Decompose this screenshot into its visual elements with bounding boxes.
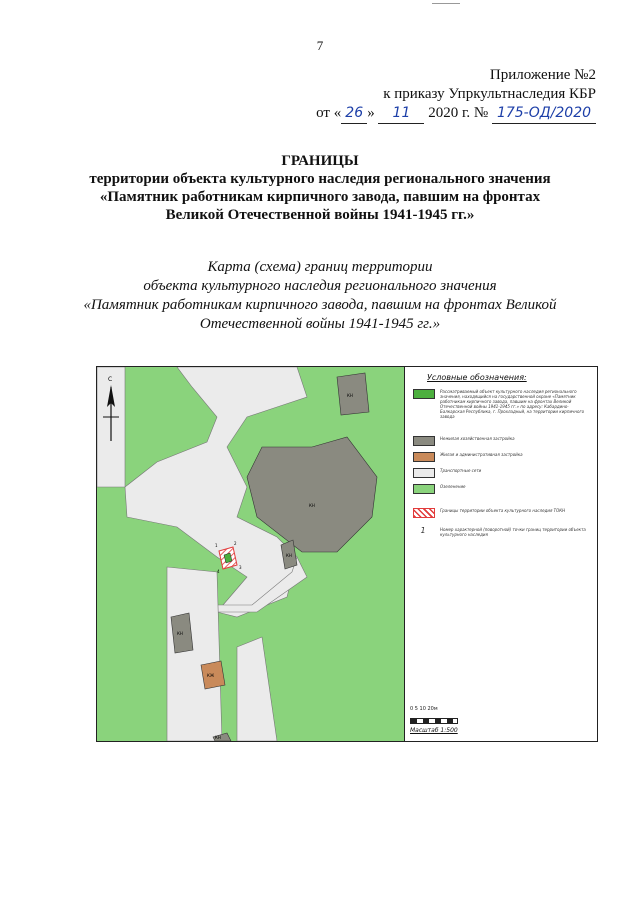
subtitle-line-2: объекта культурного наследия регионального значения <box>143 278 497 294</box>
date-year: 2020 г. № <box>428 105 489 121</box>
legend-swatch-object <box>413 389 435 399</box>
label-b4: КН <box>177 631 183 636</box>
document-title <box>0 152 640 224</box>
date-prefix: от « <box>316 105 342 121</box>
map-subtitle <box>0 258 640 334</box>
scale-caption: Масштаб 1:500 <box>410 727 458 734</box>
label-b1: КН <box>347 393 353 398</box>
legend-symbol-point-number: 1 <box>420 526 426 535</box>
legend-swatch-residential <box>413 452 435 462</box>
appendix-line-2: к приказу Упркультнаследия КБР <box>383 86 596 102</box>
label-b2: КН <box>309 503 315 508</box>
point-3: 3 <box>239 565 242 570</box>
label-b6: КЖ <box>207 673 215 678</box>
handwritten-order-number: 175-ОД/2020 <box>492 104 596 124</box>
title-line-4: Великой Отечественной войны 1941-1945 гг.» <box>165 207 475 223</box>
map-legend <box>404 367 598 741</box>
legend-text-point-number: Номер характерной (поворотной) точки границ территории объекта культурного наследия <box>440 527 586 537</box>
legend-text-residential: Жилая и административная застройка <box>440 452 523 457</box>
legend-text-greenery: Озеленение <box>440 484 466 489</box>
appendix-header <box>316 66 596 124</box>
date-close-quote: » <box>367 105 375 121</box>
boundary-map <box>96 366 598 742</box>
north-label: С <box>108 376 113 383</box>
subtitle-line-3: «Памятник работникам кирпичного завода, павшим на фронтах Великой <box>83 297 557 313</box>
point-1: 1 <box>215 543 218 548</box>
building-b1 <box>337 373 369 415</box>
legend-swatch-greenery <box>413 484 435 494</box>
title-line-2: территории объекта культурного наследия регионального значения <box>89 171 551 187</box>
page-number: 7 <box>316 38 324 53</box>
scale-ticks: 0 5 10 20м <box>410 706 438 712</box>
subtitle-line-1: Карта (схема) границ территории <box>207 259 433 275</box>
label-b3: КН <box>286 553 292 558</box>
handwritten-month: 11 <box>378 104 424 124</box>
road-south <box>167 567 222 741</box>
appendix-date-line <box>316 104 596 124</box>
legend-swatch-nonresidential <box>413 436 435 446</box>
legend-text-object: Рассматриваемый объект культурного наследия регионального значения, находящийся на государственной охране «Памятник работникам кирпичного завода, павшим на фронтах Великой Отечественной войны 1941-1945 гг.» по адресу: Кабардино-Балкарская Республика, г. Прохладный, на территории кирпичного завода <box>440 389 585 419</box>
title-line-3: «Памятник работникам кирпичного завода, павшим на фронтах <box>99 189 541 205</box>
handwritten-day: 26 <box>341 104 367 124</box>
appendix-line-1: Приложение №2 <box>489 67 596 83</box>
title-line-1: ГРАНИЦЫ <box>281 153 359 169</box>
legend-text-boundary: Границы территории объекта культурного наследия ТОКН <box>440 508 566 513</box>
point-4: 4 <box>217 569 220 574</box>
legend-swatch-transport <box>413 468 435 478</box>
scale-bar <box>410 718 458 724</box>
legend-text-nonresidential: Нежилая хозяйственная застройка <box>440 436 515 441</box>
subtitle-line-4: Отечественной войны 1941-1945 гг.» <box>199 316 441 332</box>
top-margin-mark <box>432 0 460 4</box>
label-b5: КН <box>215 735 221 740</box>
point-2: 2 <box>234 541 237 546</box>
legend-title: Условные обозначения: <box>427 373 527 382</box>
legend-swatch-boundary <box>413 508 435 518</box>
legend-text-transport: Транспортные сети <box>440 468 482 473</box>
